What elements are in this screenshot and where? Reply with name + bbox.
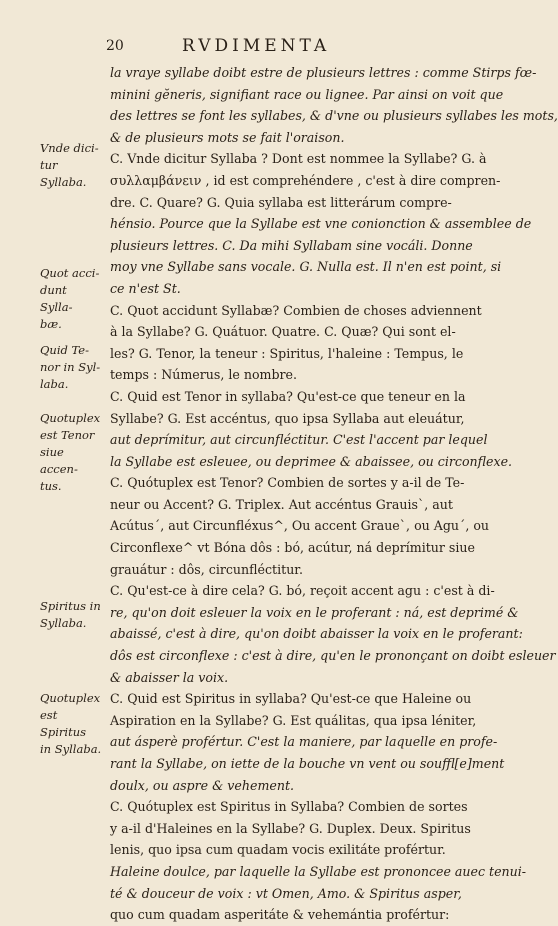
text-line: la vraye syllabe doibt estre de plusieurs lettres : comme Stirps fœ-: [110, 65, 537, 80]
text-line: συλλαμβάνειν , id est comprehéndere , c'est à dire compren-: [110, 172, 501, 188]
text-line: aut ásperè profértur. C'est la maniere, par laquelle en profe-: [110, 734, 498, 750]
text-line: Haleine doulce, par laquelle la Syllabe est prononcee auec tenui-: [110, 863, 527, 879]
page-header: [0, 36, 500, 58]
text-line: grauátur : dôs, circunfléctitur.: [110, 561, 303, 577]
text-line: & abaisser la voix.: [110, 669, 229, 685]
body-text: [110, 62, 558, 926]
text-line: hénsio. Pource que la Syllabe est vne conionction & assemblee de: [110, 216, 532, 232]
text-line: C. Quid est Tenor in syllaba? Qu'est-ce que teneur en la: [110, 388, 466, 404]
page-number: 20: [106, 38, 124, 54]
text-line: C. Vnde dicitur Syllaba ? Dont est nommee la Syllabe? G. à: [110, 151, 487, 167]
margin-note-quotuplex-spiritus: Quotuplex est Spiritus in Syllaba.: [40, 691, 102, 756]
text-line: plusieurs lettres. C. Da mihi Syllabam sine vocáli. Donne: [110, 237, 473, 253]
text-line: Syllabe? G. Est accéntus, quo ipsa Syllaba aut eleuátur,: [110, 410, 465, 426]
text-line: té & douceur de voix : vt Omen, Amo. & Spiritus asper,: [110, 885, 462, 901]
text-line: doulx, ou aspre & vehement.: [110, 777, 295, 793]
margin-note-spiritus: Spiritus in Syllaba.: [40, 599, 101, 630]
text-line: aut deprímitur, aut circunfléctitur. C'est l'accent par lequel: [110, 432, 488, 448]
text-line: dôs est circonflexe : c'est à dire, qu'en le prononçant on doibt esleuer: [110, 648, 556, 664]
margin-note-quot: Quot acci- dunt Sylla- bæ.: [40, 266, 100, 331]
running-title: RVDIMENTA: [182, 36, 331, 56]
text-line: C. Qu'est-ce à dire cela? G. bó, reçoit accent agu : c'est à di-: [110, 583, 495, 599]
text-line: temps : Númerus, le nombre.: [110, 367, 298, 383]
margin-note-vnde: Vnde dici- tur Syllaba.: [40, 141, 99, 189]
text-line: moy vne Syllabe sans vocale. G. Nulla est. Il n'en est point, si: [110, 259, 502, 275]
margin-note-quid: Quid Te- nor in Syl- laba.: [40, 343, 101, 391]
text-line: dre. C. Quare? G. Quia syllaba est litterárum compre-: [110, 194, 452, 210]
margin-note-quotuplex-tenor: Quotuplex est Tenor siue accen- tus.: [40, 411, 101, 493]
text-line: minini gĕneris, signifiant race ou lignee. Par ainsi on voit que: [110, 86, 504, 102]
text-line: la Syllabe est esleuee, ou deprimee & abaissee, ou circonflexe.: [110, 453, 513, 469]
text-line: neur ou Accent? G. Triplex. Aut accéntus Grauis`, aut: [110, 496, 453, 512]
text-line: les? G. Tenor, la teneur : Spiritus, l'haleine : Tempus, le: [110, 345, 464, 361]
text-line: rant la Syllabe, on iette de la bouche vn vent ou souffl[e]ment: [110, 756, 505, 771]
text-line: Circonflexe^ vt Bóna dôs : bó, acútur, ná deprímitur siue: [110, 540, 475, 556]
text-line: à la Syllabe? G. Quátuor. Quatre. C. Quæ? Qui sont el-: [110, 324, 456, 340]
text-line: re, qu'on doit esleuer la voix en le proferant : ná, est deprimé &: [110, 604, 519, 620]
text-line: des lettres se font les syllabes, & d'vne ou plusieurs syllabes les mots,: [110, 108, 558, 124]
text-line: C. Quótuplex est Spiritus in Syllaba? Combien de sortes: [110, 799, 468, 815]
text-line: & de plusieurs mots se fait l'oraison.: [110, 129, 345, 145]
text-line: C. Quótuplex est Tenor? Combien de sortes y a-il de Te-: [110, 475, 465, 491]
text-line: ce n'est St.: [110, 280, 181, 296]
text-line: abaissé, c'est à dire, qu'on doibt abaisser la voix en le proferant:: [110, 626, 523, 642]
text-line: quo cum quadam asperitáte & vehemántia profértur:: [110, 907, 450, 923]
text-line: Acútus´, aut Circunfléxus^, Ou accent Graue`, ou Agu´, ou: [110, 518, 490, 534]
text-line: Aspiration en la Syllabe? G. Est quálitas, qua ipsa léniter,: [110, 712, 477, 728]
text-line: C. Quot accidunt Syllabæ? Combien de choses adviennent: [110, 302, 482, 318]
text-line: C. Quid est Spiritus in syllaba? Qu'est-ce que Haleine ou: [110, 691, 472, 707]
text-line: y a-il d'Haleines en la Syllabe? G. Duplex. Deux. Spiritus: [110, 820, 471, 836]
text-line: lenis, quo ipsa cum quadam vocis exilitáte profértur.: [110, 842, 446, 858]
